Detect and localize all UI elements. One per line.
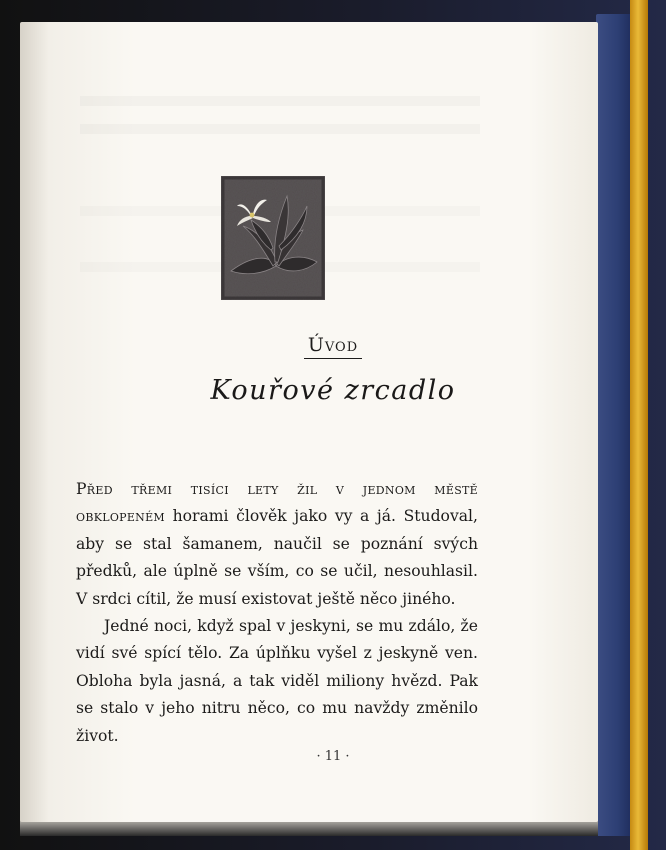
paragraph-text: horami člověk jako vy a já. Studoval, aby se stal šamanem, naučil se poznání svých předků, ale úplně se vším, co se učil, nesouhlasil. V srdci cítil, že musí existovat ještě něco jiného.: [76, 507, 478, 608]
flower-icon: [221, 176, 325, 300]
paragraph: [76, 613, 478, 750]
page-number: · 11 ·: [316, 749, 350, 764]
paragraph-text: Jedné noci, když spal v jeskyni, se mu zdálo, že vidí své spící tělo. Za úplňku vyšel z jeskyně ven. Obloha byla jasná, a tak viděl miliony hvězd. Pak se stalo v jeho nitru něco, co mu navždy změnilo život.: [76, 617, 478, 745]
chapter-label-text: Úvod: [304, 334, 362, 359]
paragraph-opening-small-caps: Před třemi tisíci lety žil v jednom městě obklopeném: [76, 480, 478, 526]
chapter-label: [0, 334, 666, 356]
chapter-title: Kouřové zrcadlo: [210, 375, 456, 406]
book-spine-edge: [630, 0, 648, 850]
paragraph: [76, 476, 478, 613]
body-text: [76, 476, 478, 750]
book-cover-edge: [596, 14, 632, 836]
flower-illustration: [221, 176, 325, 300]
